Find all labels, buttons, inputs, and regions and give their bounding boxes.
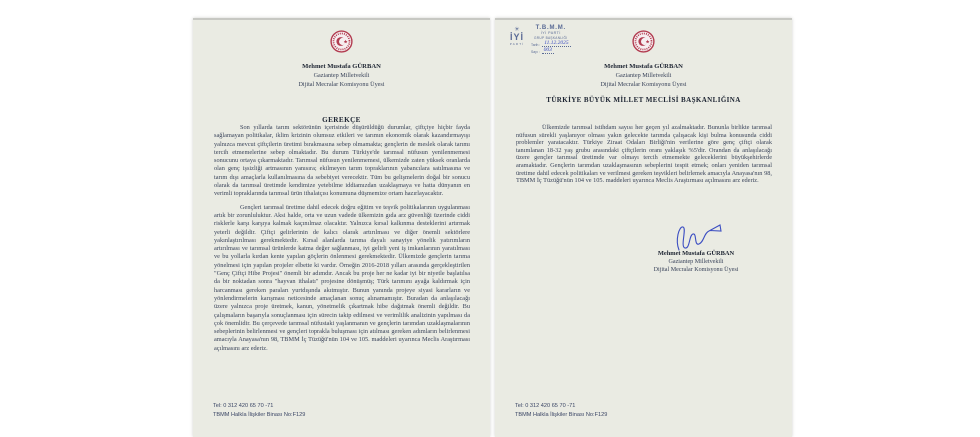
stamp-office: GRUP BAŞKANLIĞI [534, 35, 568, 40]
signature-block [606, 220, 786, 274]
footer-address: TBMM Halkla İlişkiler Binası No:F129 [213, 411, 306, 418]
author-title: Gaziantep Milletvekili [313, 72, 370, 79]
page-petition [495, 18, 792, 437]
petition-heading: TÜRKİYE BÜYÜK MİLLET MECLİSİ BAŞKANLIĞINA [546, 96, 741, 104]
stamp-date-label: Tarih : [531, 42, 541, 47]
author-commission: Dijital Mecralar Komisyonu Üyesi [298, 81, 385, 88]
stamp-number-value: 003 [543, 46, 552, 53]
author-name: Mehmet Mustafa GÜRBAN [604, 63, 683, 70]
signature-title: Gaziantep Milletvekili [668, 259, 724, 265]
footer-phone: Tel: 0 312 420 65 70 -71 [515, 403, 576, 409]
footer-address: TBMM Halkla İlişkiler Binası No:F129 [515, 411, 608, 418]
stamp-logo-subtext: PARTİ [509, 42, 525, 46]
page-footer [515, 402, 607, 419]
stamp-number-label: Sayı : [531, 49, 540, 54]
author-commission: Dijital Mecralar Komisyonu Üyesi [600, 81, 687, 88]
paragraph: Son yıllarda tarım sektörünün içerisinde düşürüldüğü durumlar, çiftçiye hiçbir fayda sağlamayan politikalar, iklim krizinin olumsuz etkileri ve tarımın ekonomik olarak kazandırmayışı yalnızca mevcut çiftçilerin üretimi bırakmasına sebep olmamakta; gençlerin de meslek olarak tarımı tercih etmemelerine sebep olmaktadır. Bu durum Türkiye'de tarımsal nüfusun yenilenmemesi sonucunu ortaya çıkarmaktadır. Tarımsal nüfusun yenilenmemesi, ülkemizde zaten yüksek oranlarda olan genç işsizliği artmasının yanısıra; ekilmeyen tarım topraklarının yabancılara satılmasına ve tarım dışı amaçlarla kullanılmasına da sebebiyet verecektir. Tüm bu gelişmelerin doğal bir sonucu olarak da tarımsal üretimde kendimize yetebilme iddiamızdan uzaklaşmaya ve hatta dünyanın en verimli topraklarında tarımsal ürün ithalatçısı konumuna düşmemize ortam hazırlayacaktır. [214, 124, 470, 198]
tbmm-seal-icon [193, 30, 490, 53]
paragraph: Gençleri tarımsal üretime dahil edecek doğru eğitim ve teşvik politikalarının uygulanması artık bir zorunluluktur. Aksi halde, orta ve uzun vadede ülkemizin gıda arz güvenliği üzerinde ciddi risklerle karşı karşıya kalmak kaçınılmaz olacaktır. Yalnızca kırsal kalkınma desteklerini artırmak yeterli değildir. Çiftçi gelirlerinin de kalıcı olarak artırılması ve diğer önemli sektörlere yakınlaştırılması gerekmektedir. Kırsal alanlarda tarıma dayalı sanayiye yönelik yatırımların artırılması ve tarımsal ürünlerde katma değer sağlanması, iyi gelirli yeni iş imkanlarının yaratılması ve bu yollarla kırdan kente yapılan göçlerin önlenmesi gerekmektedir. Ülkemizde gençlerin tarıma yönelmesi için yapılan projeler elbette ki vardır. Örneğin 2016-2018 yılları arasında gerçekleştirilen "Genç Çiftçi Hibe Projesi" önemli bir adımdır. Ancak bu proje her ne kadar iyi bir niyetle başlatılsa da bir noktadan sonra "hayvan ithalatı" projesine dönüşmüş; Türk tarımını ayağa kaldırmak için harcanması gereken paraları yurtdışında akıtmıştır. Bunun yanında projeye siyasi kararların ve yönlendirmelerin karışması neticesinde amaçlanan sonuç alınamamıştır. Buradan da anlaşılacağı üzere yalnızca proje üretmek, kanun, yönetmelik çıkartmak hibe dağıtmak önemli değildir. Bu çalışmaların başarıyla sonuçlanması için sürecin takip edilmesi ve verimlilik analizinin yapılması da çok önemlidir. Bu çerçevede tarımsal nüfustaki yaşlanmanın ve gençlerin tarımdan uzaklaşmalarının sebeplerinin belirlenmesi ve gençleri toprakla buluşması için atılması gereken adımların belirlenmesi amacıyla Anayasa'nın 98, TBMM İç Tüzüğü'nün 104 ve 105. maddeleri uyarınca Meclis Araştırması açılmasını arz ederiz. [214, 203, 470, 352]
page-footer [213, 402, 305, 419]
author-name: Mehmet Mustafa GÜRBAN [302, 63, 381, 70]
stamp-party: İYİ PARTİ [540, 31, 561, 35]
author-header-block [495, 62, 792, 89]
handwritten-signature [665, 220, 727, 254]
footer-phone: Tel: 0 312 420 65 70 -71 [213, 403, 274, 409]
gerekce-body [214, 124, 470, 358]
stamp-logo-text: İYİ [509, 32, 524, 42]
tbmm-seal-icon [495, 30, 792, 53]
signature-name: Mehmet Mustafa GÜRBAN [657, 250, 735, 257]
petition-body [516, 124, 772, 190]
sun-icon: ☀ [514, 27, 520, 33]
signature-commission: Dijital Mecralar Komisyonu Üyesi [653, 267, 739, 273]
stamp-date-value: 11.12.2025 [544, 39, 569, 46]
author-title: Gaziantep Milletvekili [615, 72, 672, 79]
stamp-org: T.B.M.M. [535, 25, 566, 31]
paragraph: Ülkemizde tarımsal istihdam sayısı her geçen yıl azalmaktadır. Bununla birlikte tarımsal nüfusun sürekli yaşlanıyor olması yakın gelecekte tarımda çalışacak kişi bulma konusunda ciddi problemler yaratacaktır. Türkiye Ziraat Odaları Birliği'nin verilerine göre genç çiftçi olarak tanımlanan 18-32 yaş grubu arasındaki çiftçilerin oranı yaklaşık %5'dir. Orandan da anlaşılacağı üzere gençler tarımsal üretimde var olmayı tercih etmemekte geleceklerini büyükşehirlerde aramaktadır. Gençlerin tarımdan uzaklaşmasının sebeplerini tespit etmek; onları yeniden tarımsal üretime dahil edecek politikaları ve verilmesi gereken teşvikleri belirlemek amacıyla Anayasa'nın 98, TBMM İç Tüzüğü'nün 104 ve 105. maddeleri uyarınca Meclis Araştırması açılmasını arz ederiz. [516, 124, 772, 185]
page-gerekce [193, 18, 490, 437]
gerekce-heading: GEREKÇE [322, 116, 361, 124]
author-header-block [193, 62, 490, 89]
